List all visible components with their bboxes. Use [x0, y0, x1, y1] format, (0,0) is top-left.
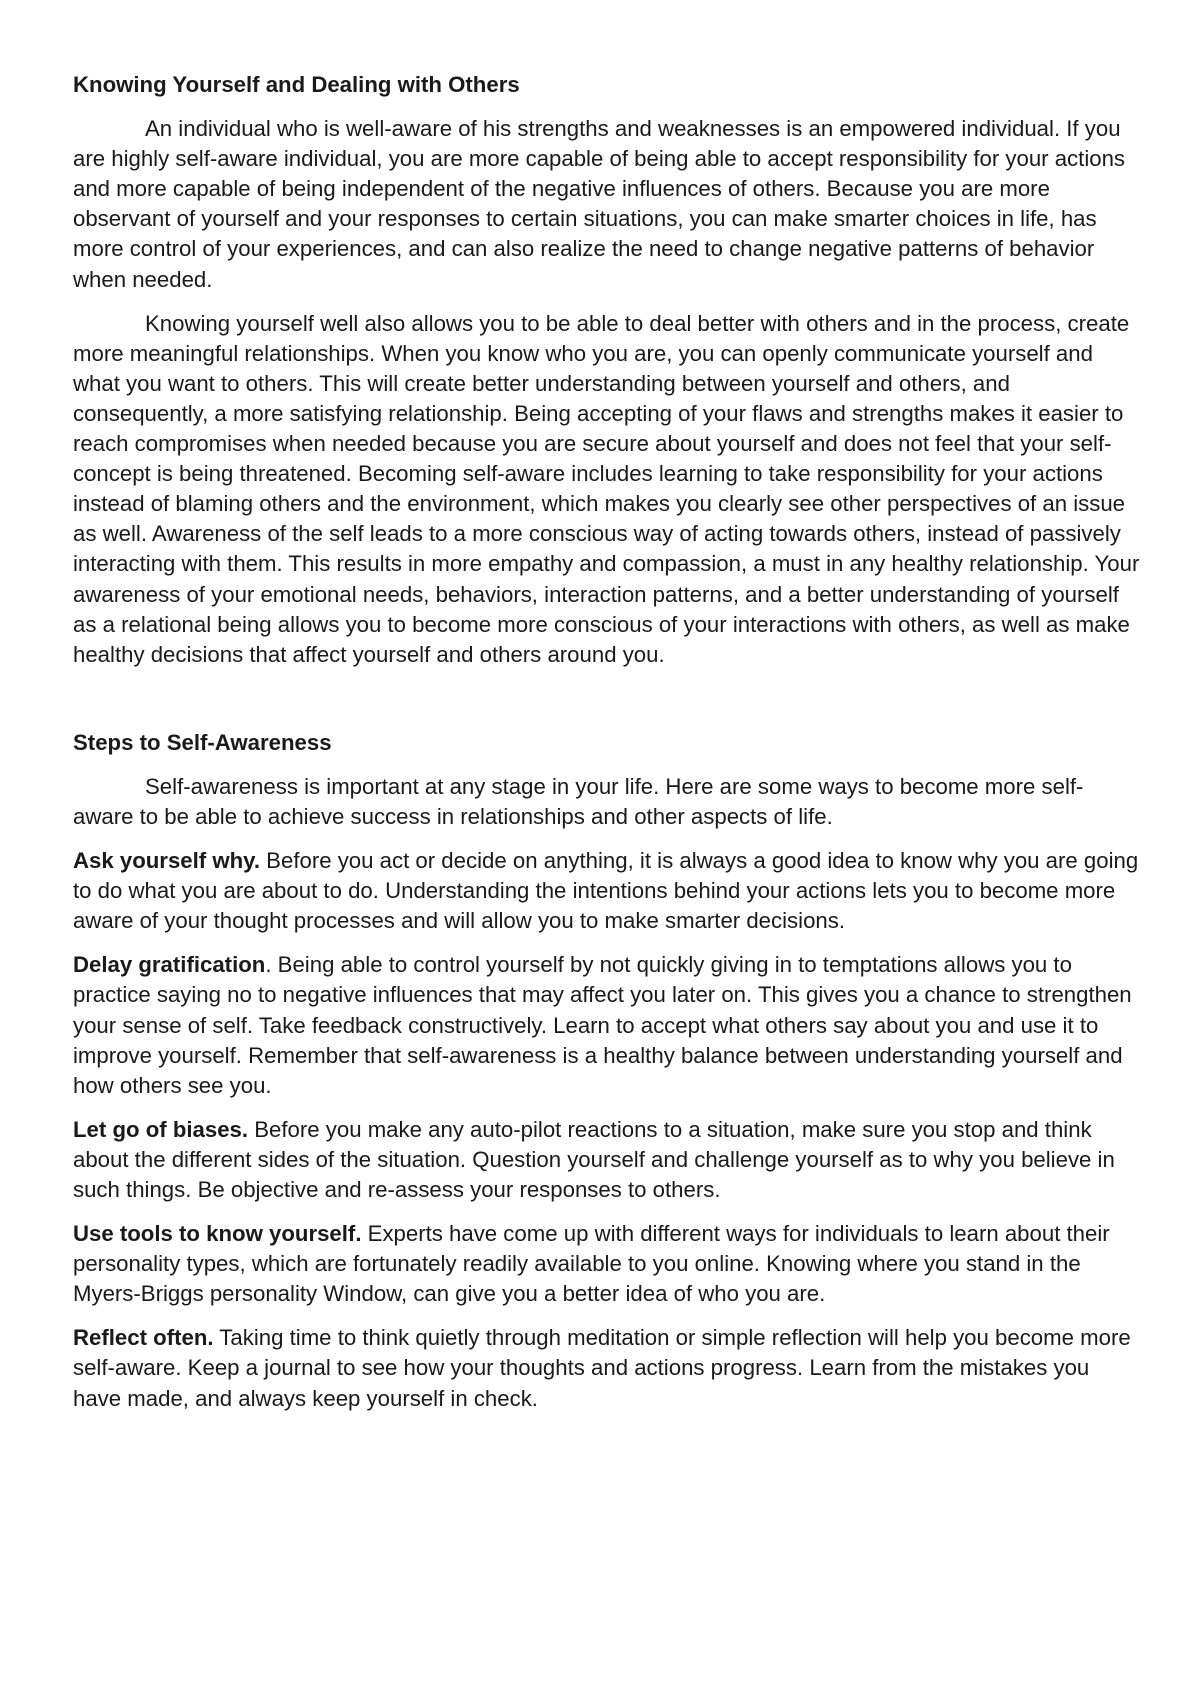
step-body: Taking time to think quietly through meditation or simple reflection will help you become more self-aware. Keep a journal to see how your thoughts and actions progress. Learn from the mistakes you have made, and always keep yourself in check.	[73, 1325, 1131, 1411]
paragraph-empowered-individual: An individual who is well-aware of his strengths and weaknesses is an empowered individual. If you are highly self-aware individual, you are more capable of being able to accept responsibility for your actions and more capable of being independent of the negative influences of others. Because you are more observant of yourself and your responses to certain situations, you can make smarter choices in life, has more control of your experiences, and can also realize the need to change negative patterns of behavior when needed.	[73, 116, 1126, 292]
step-ask-yourself-why	[73, 846, 1143, 936]
section-heading-knowing-yourself: Knowing Yourself and Dealing with Others	[73, 72, 520, 97]
step-delay-gratification	[73, 950, 1143, 1100]
step-title: Let go of biases.	[73, 1116, 249, 1142]
step-title: Delay gratification	[73, 952, 266, 978]
step-body: . Being able to control yourself by not quickly giving in to temptations allows you to practice saying no to negative influences that may affect you later on. This gives you a chance to strengthen your sense of self. Take feedback constructively. Learn to accept what others say about you and use it to improve yourself. Remember that self-awareness is a healthy balance between understanding yourself and how others see you.	[73, 952, 1132, 1098]
paragraph-steps-intro: Self-awareness is important at any stage in your life. Here are some ways to become more self-aware to be able to achieve success in relationships and other aspects of life.	[73, 773, 1084, 829]
step-use-tools	[73, 1219, 1143, 1309]
step-let-go-of-biases	[73, 1115, 1143, 1205]
step-body: Experts have come up with different ways for individuals to learn about their personality types, which are fortunately readily available to you online. Knowing where you stand in the Myers-Briggs personality Window, can give you a better idea of who you are.	[73, 1221, 1110, 1307]
step-title: Reflect often.	[73, 1325, 214, 1351]
paragraph-dealing-with-others: Knowing yourself well also allows you to be able to deal better with others and in the process, create more meaningful relationships. When you know who you are, you can openly communicate yourself and what you want to others. This will create better understanding between yourself and others, and consequently, a more satisfying relationship. Being accepting of your flaws and strengths makes it easier to reach compromises when needed because you are secure about yourself and does not feel that your self-concept is being threatened. Becoming self-aware includes learning to take responsibility for your actions instead of blaming others and the environment, which makes you clearly see other perspectives of an issue as well. Awareness of the self leads to a more conscious way of acting towards others, instead of passively interacting with them. This results in more empathy and compassion, a must in any healthy relationship. Your awareness of your emotional needs, behaviors, interaction patterns, and a better understanding of yourself as a relational being allows you to become more conscious of your interactions with others, as well as make healthy decisions that affect yourself and others around you.	[73, 310, 1140, 667]
document-page	[73, 70, 1143, 1428]
step-reflect-often	[73, 1323, 1143, 1413]
step-body: Before you make any auto-pilot reactions to a situation, make sure you stop and think about the different sides of the situation. Question yourself and challenge yourself as to why you believe in such things. Be objective and re-assess your responses to others.	[73, 1116, 1115, 1202]
section-heading-steps: Steps to Self-Awareness	[73, 729, 332, 755]
section-spacer	[73, 684, 1143, 728]
step-title: Use tools to know yourself.	[73, 1221, 362, 1247]
step-title: Ask yourself why.	[73, 848, 261, 874]
step-body: Before you act or decide on anything, it is always a good idea to know why you are going to do what you are about to do. Understanding the intentions behind your actions lets you to become more aware of your thought processes and will allow you to make smarter decisions.	[73, 848, 1139, 934]
